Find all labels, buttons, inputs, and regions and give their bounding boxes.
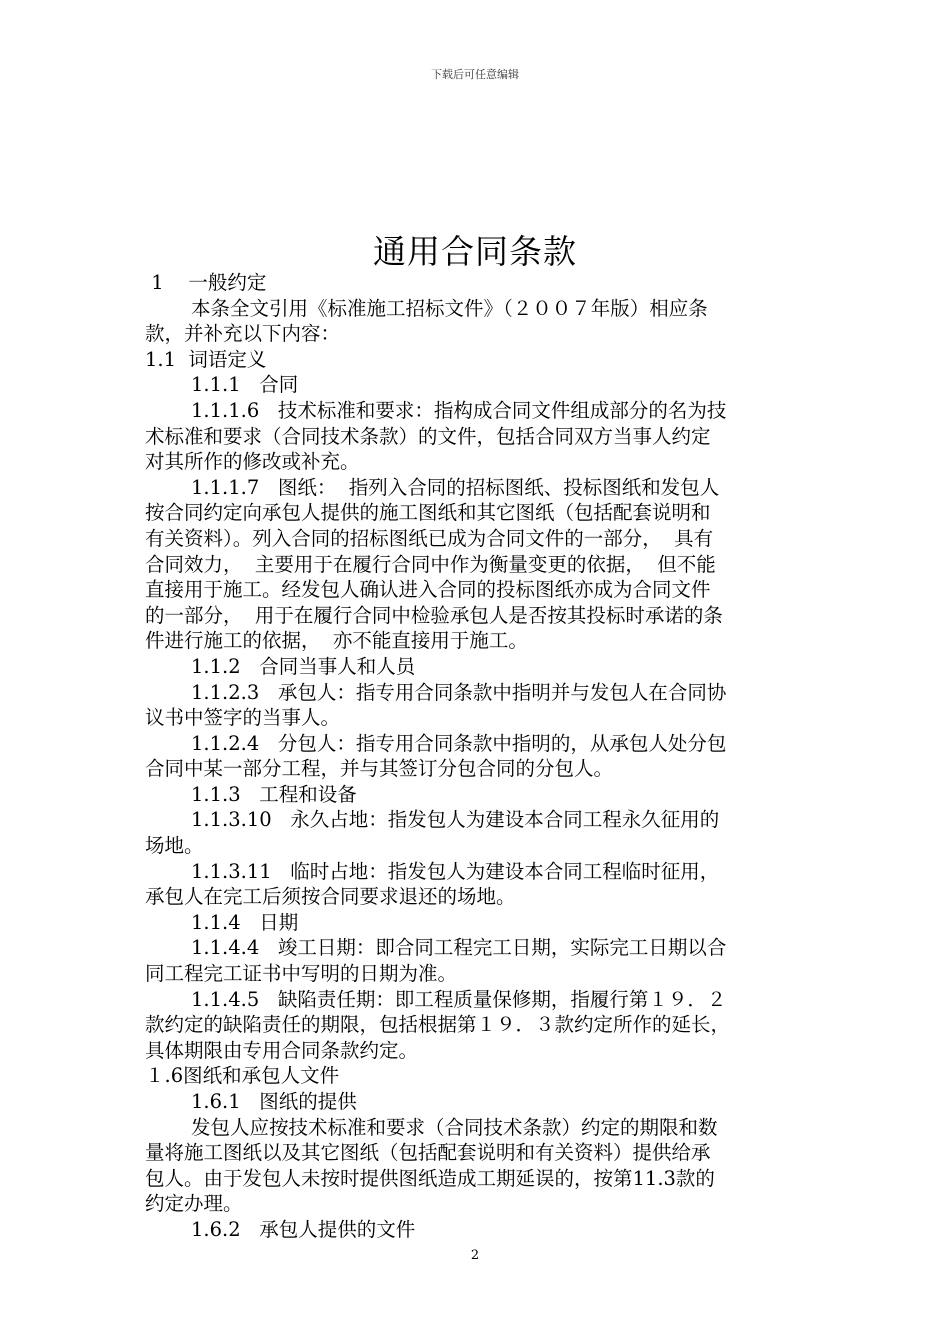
text-line: 1.1.2.3 承包人：指专用合同条款中指明并与发包人在合同协 [191, 680, 727, 704]
text-line: 约定办理。 [145, 1192, 243, 1216]
text-line: 1.1.2 合同当事人和人员 [191, 654, 416, 678]
text-line: 1.1 词语定义 [145, 347, 267, 371]
text-line: 1.1.1.6 技术标准和要求：指构成合同文件组成部分的名为技 [191, 398, 727, 422]
text-line: 本条全文引用《标准施工招标文件》（２００７年版）相应条 [191, 296, 708, 320]
text-line: 同工程完工证书中写明的日期为准。 [145, 962, 458, 986]
text-line: 的一部分， 用于在履行合同中检验承包人是否按其投标时承诺的条 [145, 603, 723, 627]
text-line: 术标准和要求（合同技术条款）的文件，包括合同双方当事人约定 [145, 424, 711, 448]
text-line: 1.1.4.4 竣工日期：即合同工程完工日期，实际完工日期以合 [191, 936, 727, 960]
text-line: 具体期限由专用合同条款约定。 [145, 1038, 419, 1062]
text-line: 1.1.2.4 分包人：指专用合同条款中指明的，从承包人处分包 [191, 731, 727, 755]
text-line: 1.1.3.11 临时占地：指发包人为建设本合同工程临时征用， [191, 859, 720, 883]
text-line: 1.6.2 承包人提供的文件 [191, 1217, 416, 1241]
text-line: 议书中签字的当事人。 [145, 706, 341, 730]
text-line: 合同中某一部分工程，并与其签订分包合同的分包人。 [145, 757, 614, 781]
text-line: 1.1.3.10 永久占地：指发包人为建设本合同工程永久征用的 [191, 808, 720, 832]
text-line: 1.6.1 图纸的提供 [191, 1090, 357, 1113]
text-line: １.6图纸和承包人文件 [145, 1064, 340, 1088]
text-line: 款，并补充以下内容： [145, 322, 341, 346]
document-title: 通用合同条款 [373, 232, 577, 271]
text-line: 1.1.4 日期 [191, 910, 299, 934]
text-line: 按合同约定向承包人提供的施工图纸和其它图纸（包括配套说明和 [145, 501, 711, 525]
text-line: 合同效力， 主要用于在履行合同中作为衡量变更的依据， 但不能 [145, 552, 716, 576]
page-header: 下载后可任意编辑 [431, 68, 519, 81]
text-line: 承包人在完工后须按合同要求退还的场地。 [145, 885, 516, 909]
text-line: 1.1.3 工程和设备 [191, 782, 357, 806]
text-line: 有关资料）。列入合同的招标图纸已成为合同文件的一部分， 具有 [145, 526, 714, 550]
text-line: 1 一般约定 [145, 271, 267, 294]
document-body [145, 270, 810, 1243]
text-line: 包人。由于发包人未按时提供图纸造成工期延误的，按第11.3款的 [145, 1166, 715, 1190]
text-line: 直接用于施工。经发包人确认进入合同的投标图纸亦成为合同文件 [145, 578, 711, 602]
text-line: 1.1.1.7 图纸： 指列入合同的招标图纸、投标图纸和发包人 [191, 475, 720, 499]
text-line: 量将施工图纸以及其它图纸（包括配套说明和有关资料）提供给承 [145, 1141, 711, 1165]
page-number: 2 [470, 1248, 480, 1263]
text-line: 1.1.1 合同 [191, 373, 299, 397]
text-line: 款约定的缺陷责任的期限，包括根据第１９．３款约定所作的延长， [145, 1013, 731, 1037]
text-line: 场地。 [145, 834, 204, 858]
text-line: 件进行施工的依据， 亦不能直接用于施工。 [145, 629, 528, 653]
text-line: 1.1.4.5 缺陷责任期：即工程质量保修期，指履行第１９．２ [191, 987, 727, 1011]
text-line: 对其所作的修改或补充。 [145, 450, 360, 474]
text-line: 发包人应按技术标准和要求（合同技术条款）约定的期限和数 [191, 1115, 718, 1139]
